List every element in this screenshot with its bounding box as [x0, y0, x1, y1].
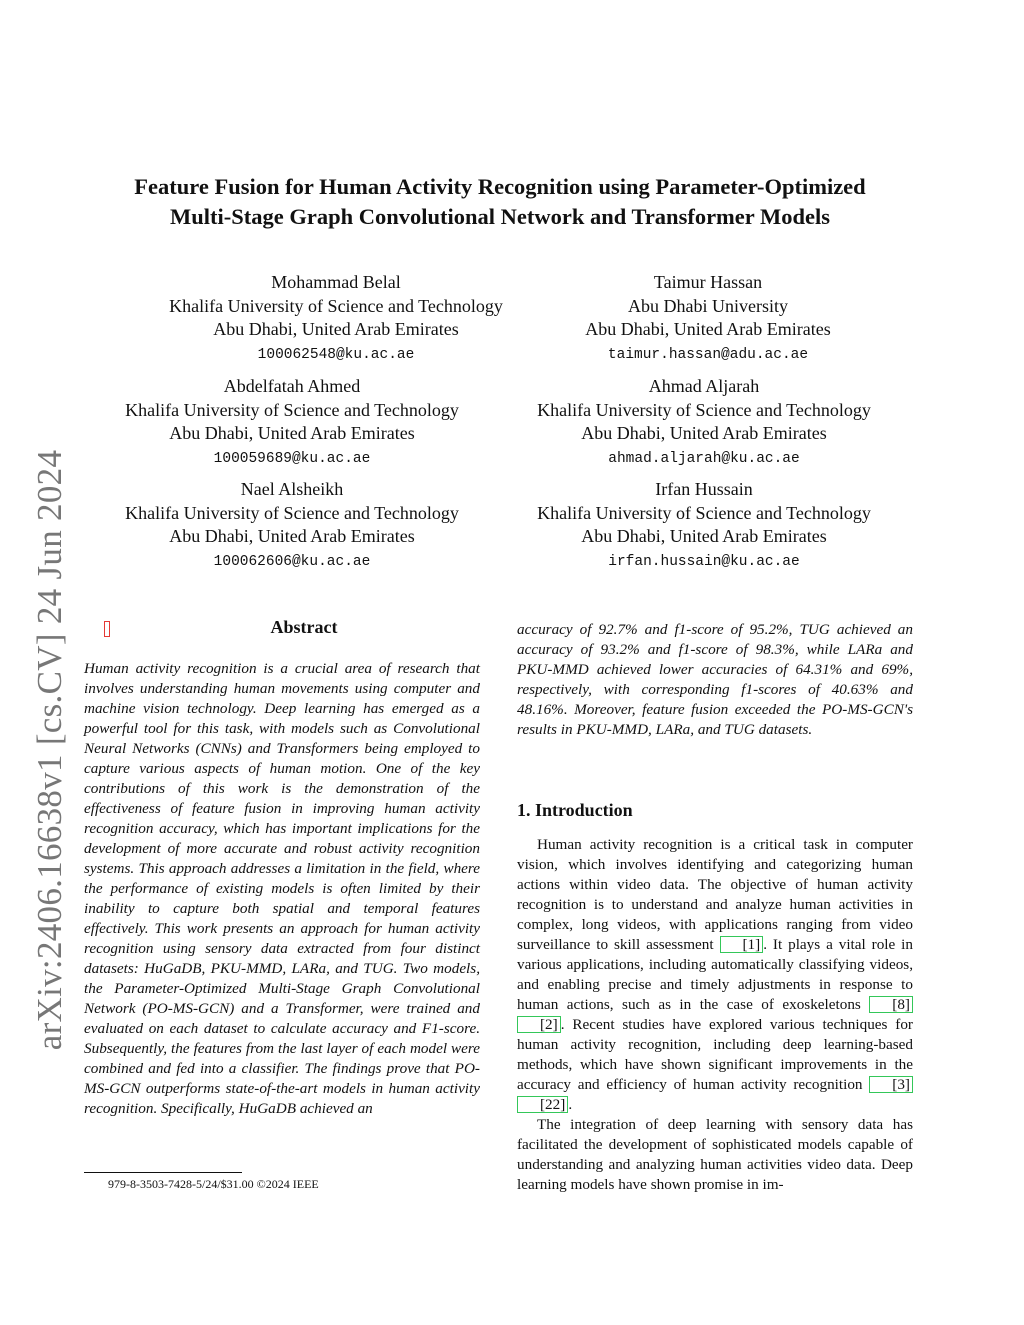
intro-text-segment: Human activity recognition is a critical task in computer vision, which involves identifying and categorizing human actions within video data. The objective of human activity recognition is to understand and analyze human activities in complex, long videos, with applications ranging from video surveillance to skill assessment: [517, 836, 913, 953]
author-affiliation: Abu Dhabi University: [628, 295, 788, 316]
citation-link[interactable]: [22]: [517, 1096, 568, 1113]
author-affiliation: Khalifa University of Science and Technology: [537, 502, 871, 523]
intro-paragraph-2: The integration of deep learning with sensory data has facilitated the development of sophisticated models capable of understanding and analyzing human activities video data. Deep learning models have shown promise in im-: [517, 1116, 913, 1193]
author-block-1: [90, 271, 582, 365]
author-affiliation: Khalifa University of Science and Technology: [125, 502, 459, 523]
author-location: Abu Dhabi, United Arab Emirates: [169, 526, 415, 546]
author-email[interactable]: 100062548@ku.ac.ae: [257, 346, 415, 363]
author-block-3: [72, 375, 512, 469]
author-name: Abdelfatah Ahmed: [223, 376, 361, 396]
arxiv-identifier: arXiv:2406.16638v1 [cs.CV] 24 Jun 2024: [30, 449, 69, 1051]
author-name: Taimur Hassan: [653, 272, 763, 292]
author-name: Ahmad Aljarah: [648, 376, 760, 396]
abstract-heading: Abstract: [270, 617, 338, 637]
section-heading-introduction: 1. Introduction: [517, 800, 633, 820]
title-line-1: Feature Fusion for Human Activity Recognition using Parameter-Optimized: [134, 174, 866, 199]
author-location: Abu Dhabi, United Arab Emirates: [585, 319, 831, 339]
author-block-6: [484, 478, 924, 572]
author-block-4: [484, 375, 924, 469]
title-line-2: Multi-Stage Graph Convolutional Network and Transformer Models: [169, 204, 830, 229]
author-location: Abu Dhabi, United Arab Emirates: [213, 319, 459, 339]
author-location: Abu Dhabi, United Arab Emirates: [581, 526, 827, 546]
author-email[interactable]: ahmad.aljarah@ku.ac.ae: [608, 450, 800, 467]
author-email[interactable]: irfan.hussain@ku.ac.ae: [608, 553, 800, 570]
author-affiliation: Khalifa University of Science and Technology: [537, 399, 871, 420]
author-email[interactable]: taimur.hassan@adu.ac.ae: [607, 346, 809, 363]
footnote-copyright: 979-8-3503-7428-5/24/$31.00 ©2024 IEEE: [108, 1177, 319, 1191]
intro-text-segment: .: [568, 1096, 573, 1113]
intro-text-segment: . It plays a vital role in various applications, including automatically classifying videos, and enabling precise and timely adjustments in response to human actions, such as in the case of exoskeletons: [517, 936, 913, 1013]
author-affiliation: Khalifa University of Science and Technology: [125, 399, 459, 420]
citation-link[interactable]: [2]: [517, 1016, 561, 1033]
author-email[interactable]: 100062606@ku.ac.ae: [213, 553, 371, 570]
author-location: Abu Dhabi, United Arab Emirates: [169, 423, 415, 443]
author-location: Abu Dhabi, United Arab Emirates: [581, 423, 827, 443]
footnote-rule: [84, 1172, 242, 1173]
abstract-text-left: Human activity recognition is a crucial area of research that involves understanding human movements using computer and machine vision technology. Deep learning has emerged as a powerful tool for this task, with models such as Convolutional Neural Networks (CNNs) and Transformers being employed to capture various aspects of human motion. One of the key contributions of this work is the demonstration of the effectiveness of feature fusion in improving human activity recognition accuracy, which has important implications for the development of more accurate and robust activity recognition systems. This approach addresses a limitation in the field, where the performance of existing models is often limited by their inability to capture both spatial and temporal features effectively. This work presents an approach for human activity recognition using sensory data extracted from four distinct datasets: HuGaDB, PKU-MMD, LARa, and TUG. Two models, the Parameter-Optimized Multi-Stage Graph Convolutional Network (PO-MS-GCN) and a Transformer, were trained and evaluated on each dataset to calculate accuracy and F1-score. Subsequently, the features from the last layer of each model were combined and fed into a classifier. The findings prove that PO-MS-GCN outperforms state-of-the-art models in human activity recognition. Specifically, HuGaDB achieved an: [84, 660, 480, 1117]
introduction-body: [517, 835, 913, 1195]
citation-link[interactable]: [8]: [869, 996, 913, 1013]
author-block-5: [72, 478, 512, 572]
citation-link[interactable]: [3]: [869, 1076, 913, 1093]
citation-link[interactable]: [1]: [720, 936, 764, 953]
author-name: Irfan Hussain: [655, 479, 753, 499]
author-name: Mohammad Belal: [271, 272, 401, 292]
author-name: Nael Alsheikh: [240, 479, 344, 499]
author-affiliation: Khalifa University of Science and Technology: [169, 295, 503, 316]
intro-paragraph-1: [517, 835, 913, 1115]
paper-title: [90, 172, 910, 232]
intro-text-segment: . Recent studies have explored various techniques for human activity recognition, including deep learning-based methods, which have shown significant improvements in the accuracy and efficiency of human activity recognition: [517, 1016, 913, 1093]
author-email[interactable]: 100059689@ku.ac.ae: [213, 450, 371, 467]
abstract-text-right: accuracy of 92.7% and f1-score of 95.2%, TUG achieved an accuracy of 93.2% and f1-score of 98.3%, while LARa and PKU-MMD achieved lower accuracies of 64.31% and 69%, respectively, with corresponding f1-scores of 40.63% and 48.16%. Moreover, feature fusion exceeded the PO-MS-GCN's results in PKU-MMD, LARa, and TUG datasets.: [517, 621, 913, 738]
author-block-2: [532, 271, 884, 365]
